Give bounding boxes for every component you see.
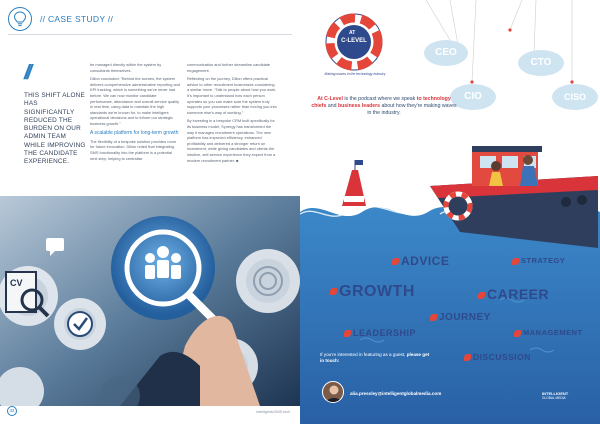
bubble-ceo: CEO: [424, 40, 468, 66]
intro-brand: At C-Level: [317, 96, 343, 102]
right-page: [300, 0, 600, 424]
bubble-cio: CIO: [450, 84, 496, 110]
subheading: A scalable platform for long-term growth: [90, 129, 179, 136]
logo-at: AT: [349, 30, 356, 36]
paragraph: Dillon concluded: “Behind the scenes, the system delivers comprehensive administrative reporting and KPI tracking, which is something we've never had before. We can now monitor candidate performance, attendance and overall service quality in real time, using data to maintain the high standards we're known for, to make intelligent operational decisions and to inform our strategic business growth.”: [90, 76, 180, 126]
article-column-1: [90, 62, 180, 164]
article-column-2: [187, 62, 277, 166]
section-label: // CASE STUDY //: [40, 14, 114, 24]
footer-url: intelligentcSMS.tech: [256, 410, 291, 414]
paragraph: The flexibility of a bespoke solution provides room for future innovation. Dillon noted that integrating SMS functionality into the platform is a potential next step; helping to centralise: [90, 138, 177, 161]
sponsor-logo: [542, 392, 568, 401]
pullquote: THIS SHIFT ALONE HAS SIGNIFICANTLY REDUCED THE BURDEN ON OUR ADMIN TEAM WHILE IMPROVING THE CANDIDATE EXPERIENCE.: [24, 92, 86, 166]
word-management: MANAGEMENT: [514, 328, 583, 337]
avatar: [322, 381, 344, 403]
sponsor-sub: GLOBAL MEDIA: [542, 396, 566, 401]
svg-text:CV: CV: [10, 278, 23, 288]
contact-email[interactable]: alia.pressley@intelligentglobalmedia.com: [350, 391, 442, 396]
hero-photo: [0, 196, 300, 406]
podcast-intro: [310, 96, 458, 117]
check-icon: [68, 312, 92, 336]
page-number: 32: [7, 406, 17, 416]
word-career: CAREER: [478, 286, 549, 302]
logo-tagline: Making waves in the technology industry: [324, 72, 386, 76]
header-divider: [8, 34, 292, 35]
bubble-ciso: CISO: [552, 84, 598, 110]
sponsor-name: INTELLIGENT: [542, 391, 569, 396]
intro-highlight: business leaders: [337, 103, 381, 109]
cta-bold: please get in touch:: [320, 352, 430, 363]
word-leadership: LEADERSHIP: [344, 328, 416, 338]
word-strategy: STRATEGY: [512, 256, 565, 265]
intro-text: and: [327, 103, 337, 109]
paragraph: be managed directly within the system by consultants themselves.: [90, 62, 162, 73]
pullquote-mark: //: [24, 62, 30, 84]
word-journey: JOURNEY: [430, 312, 491, 323]
paragraph: communication and further streamline candidate engagement.: [187, 62, 271, 73]
guest-cta: [320, 352, 432, 364]
bubble-cto: CTO: [518, 50, 564, 76]
word-discussion: DISCUSSION: [464, 352, 531, 362]
paragraph: Reflecting on the journey, Dillon offers practical advice to other recruitment businesses considering a similar move. “Talk to people about how you work. It's important to understand how each person operates so you can make sure the system truly supports your processes rather than forcing you into someone else's way of working.”: [187, 76, 277, 115]
paragraph: By investing in a bespoke CRM built specifically for its business model, Synergy has transformed the way it manages recruitment operations. The new platform has improved efficiency, enhanced profitability and delivered a stronger return on investment, while giving candidates and clients the intuitive, self-service experience they expect from a modern recruitment partner. ■: [187, 118, 276, 163]
word-advice: ADVICE: [392, 254, 449, 268]
intro-text: is the podcast where we speak: [344, 96, 416, 102]
cta-text: If you're interested in featuring as a guest,: [320, 352, 406, 357]
word-growth: GROWTH: [330, 283, 415, 301]
lightbulb-icon: [8, 7, 32, 31]
logo-brand: C-LEVEL: [341, 38, 367, 44]
intro-highlight: to technology chiefs: [311, 96, 451, 109]
intro-text: about how they're making waves in the industry.: [367, 103, 457, 116]
